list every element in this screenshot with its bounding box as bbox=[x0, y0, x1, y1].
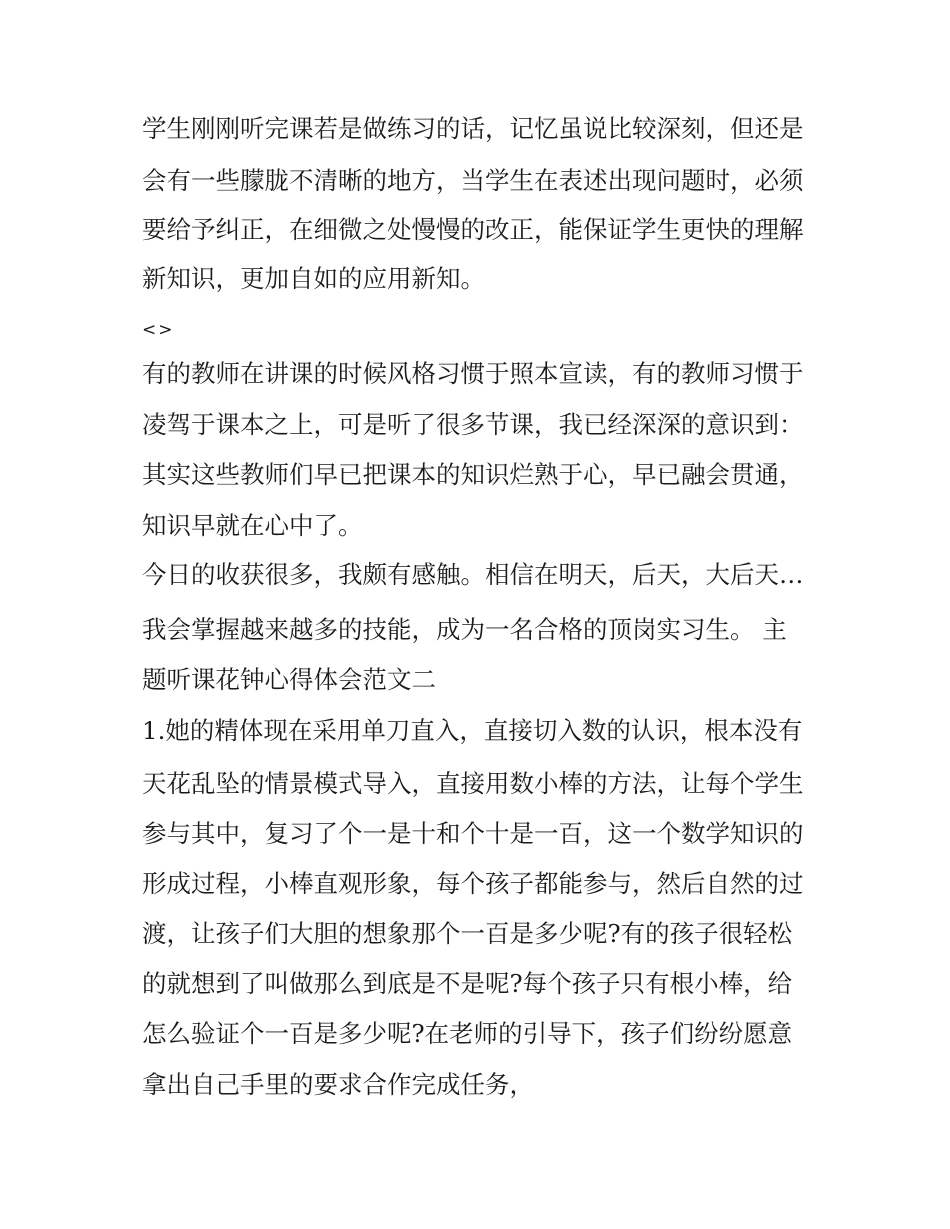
text-line: 参与其中，复习了个一是十和个十是一百，这一个数学知识的 bbox=[142, 819, 804, 848]
section-heading: 题听课花钟心得体会范文二 bbox=[142, 665, 436, 694]
text-line: 凌驾于课本之上，可是听了很多节课，我已经深深的意识到： bbox=[142, 410, 804, 439]
text-line: 新知识，更加自如的应用新知。 bbox=[142, 264, 485, 293]
text-line: 的就想到了叫做那么到底是不是呢?每个孩子只有根小棒，给 bbox=[142, 969, 793, 998]
section-marker: <> bbox=[142, 320, 175, 340]
text-line: 形成过程，小棒直观形象，每个孩子都能参与，然后自然的过 bbox=[142, 869, 804, 898]
text-line: 知识早就在心中了。 bbox=[142, 511, 363, 540]
text-line: 天花乱坠的情景模式导入，直接用数小棒的方法，让每个学生 bbox=[142, 769, 804, 798]
text-line: 要给予纠正，在细微之处慢慢的改正，能保证学生更快的理解 bbox=[142, 215, 804, 244]
text-line: 今日的收获很多，我颇有感触。相信在明天，后天，大后天… bbox=[142, 560, 804, 589]
text-line: 渡，让孩子们大胆的想象那个一百是多少呢?有的孩子很轻松 bbox=[142, 919, 793, 948]
text-line: 其实这些教师们早已把课本的知识烂熟于心，早已融会贯通， bbox=[142, 460, 804, 489]
text-line: 会有一些朦胧不清晰的地方，当学生在表述出现问题时，必须 bbox=[142, 166, 804, 195]
text-line: 我会掌握越来越多的技能，成为一名合格的顶岗实习生。 主 bbox=[142, 615, 787, 644]
text-line: 1.她的精体现在采用单刀直入，直接切入数的认识，根本没有 bbox=[142, 716, 803, 745]
text-line: 怎么验证个一百是多少呢?在老师的引导下，孩子们纷纷愿意 bbox=[142, 1019, 793, 1048]
text-line: 学生刚刚听完课若是做练习的话，记忆虽说比较深刻，但还是 bbox=[142, 114, 804, 143]
text-line: 拿出自己手里的要求合作完成任务， bbox=[142, 1070, 534, 1099]
text-line: 有的教师在讲课的时候风格习惯于照本宣读，有的教师习惯于 bbox=[142, 359, 804, 388]
